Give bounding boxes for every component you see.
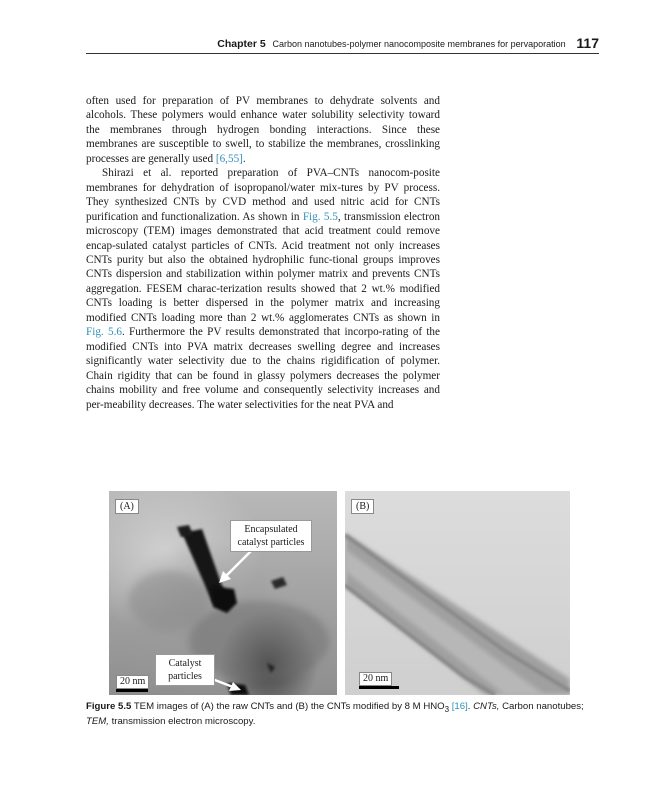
caption-text: transmission electron microscopy. — [108, 716, 256, 728]
p1-line: often used for preparation of PV membranes to dehydrate — [86, 95, 374, 107]
caption-text: TEM images of (A) the raw CNTs and (B) the CNTs modified by 8 M HNO — [131, 701, 445, 712]
p1-line: bonding interactions. Since these membranes are susceptible to — [86, 123, 441, 151]
figure-caption — [86, 701, 599, 729]
p1-end: . — [242, 152, 246, 165]
dark-region — [129, 571, 209, 631]
callout-text: particles — [168, 671, 202, 682]
callout-text: Encapsulated — [244, 524, 298, 535]
caption-text: . — [467, 701, 474, 712]
callout-catalyst-particles — [155, 654, 215, 686]
callout-encapsulated-catalyst — [230, 520, 312, 552]
callout-text: catalyst particles — [237, 537, 305, 548]
citation-link[interactable]: [16] — [451, 701, 468, 712]
chapter-title: Carbon nanotubes-polymer nanocomposite membranes for pervaporation — [272, 39, 566, 49]
page-number: 117 — [576, 35, 599, 51]
panel-b-label: (B) — [351, 499, 374, 514]
caption-subscript: 3 — [444, 704, 450, 714]
citation-link[interactable]: [6,55] — [215, 152, 243, 165]
caption-text: Carbon nanotubes; — [499, 701, 584, 712]
arrow-line — [225, 551, 251, 577]
p2-text: Shirazi et al. reported preparation of PVA–CNTs nanocom-posite membranes for dehydration of isopropanol/water mix-tures by PV process. They synthesized CNTs by CVD method and used nitric acid for CNTs purification and functionalization. As shown in — [86, 167, 440, 223]
p2-text: , transmission electron microscopy (TEM) images demonstrated that acid treatment could remove encap-sulated catalyst particles of CNTs. Acid treatment not only increases CNTs purity but also the obtained hydrophilic func-tional groups improves CNTs dispersion and stabilization within polymer matrix and prevents CNTs aggregation. FESEM charac-terization results showed that 2 wt.% modified CNTs loading is better dispersed in the polymer matrix and increasing modified CNTs loading more than 2 wt.% agglomerates CNTs as shown in — [86, 210, 441, 324]
p2-text: . Furthermore the PV results demonstrated that incorpo-rating of the modified CNTs into PVA matrix decreases swelling degree and increases significantly water selectivity due to the chains rigidification of polymer. Chain rigidity that can be found in glassy polymers decreases the polymer chains mobility and free volume and consequently selectivity increases and per-meability decreases. The water selectivities for the neat PVA and — [86, 326, 440, 411]
p1-line: swell, to stabilize the membranes, crosslinking processes are — [86, 138, 441, 165]
paragraph-2 — [86, 166, 440, 412]
scale-bar-label: 20 nm — [359, 672, 392, 686]
body-text — [86, 94, 440, 412]
scale-bar — [359, 686, 399, 689]
catalyst-particle-shape — [177, 525, 193, 537]
header-rule — [86, 53, 599, 54]
catalyst-particle-shape — [271, 577, 287, 589]
scale-bar-label: 20 nm — [116, 675, 149, 689]
tem-image-a — [109, 491, 337, 695]
figure-label: Figure 5.5 — [86, 701, 132, 712]
p1-line: solubility selectivity toward the membranes through hydrogen — [86, 109, 440, 136]
scale-bar — [116, 689, 148, 692]
caption-abbr: CNTs, — [473, 701, 500, 712]
figure-link-5-5[interactable]: Fig. 5.5 — [302, 210, 338, 223]
callout-text: Catalyst — [168, 658, 202, 669]
panel-a-label: (A) — [115, 499, 139, 514]
tem-image-b — [345, 491, 570, 695]
chapter-label: Chapter 5 — [217, 38, 266, 50]
figure-link-5-6[interactable]: Fig. 5.6 — [86, 326, 122, 339]
p1-line: generally used — [148, 152, 216, 165]
tem-image-b-drawing — [345, 491, 570, 695]
running-header — [86, 34, 599, 54]
paragraph-1 — [86, 94, 440, 166]
p1-line: solvents and alcohols. These polymers would enhance water — [86, 95, 440, 122]
caption-abbr: TEM, — [86, 716, 109, 728]
